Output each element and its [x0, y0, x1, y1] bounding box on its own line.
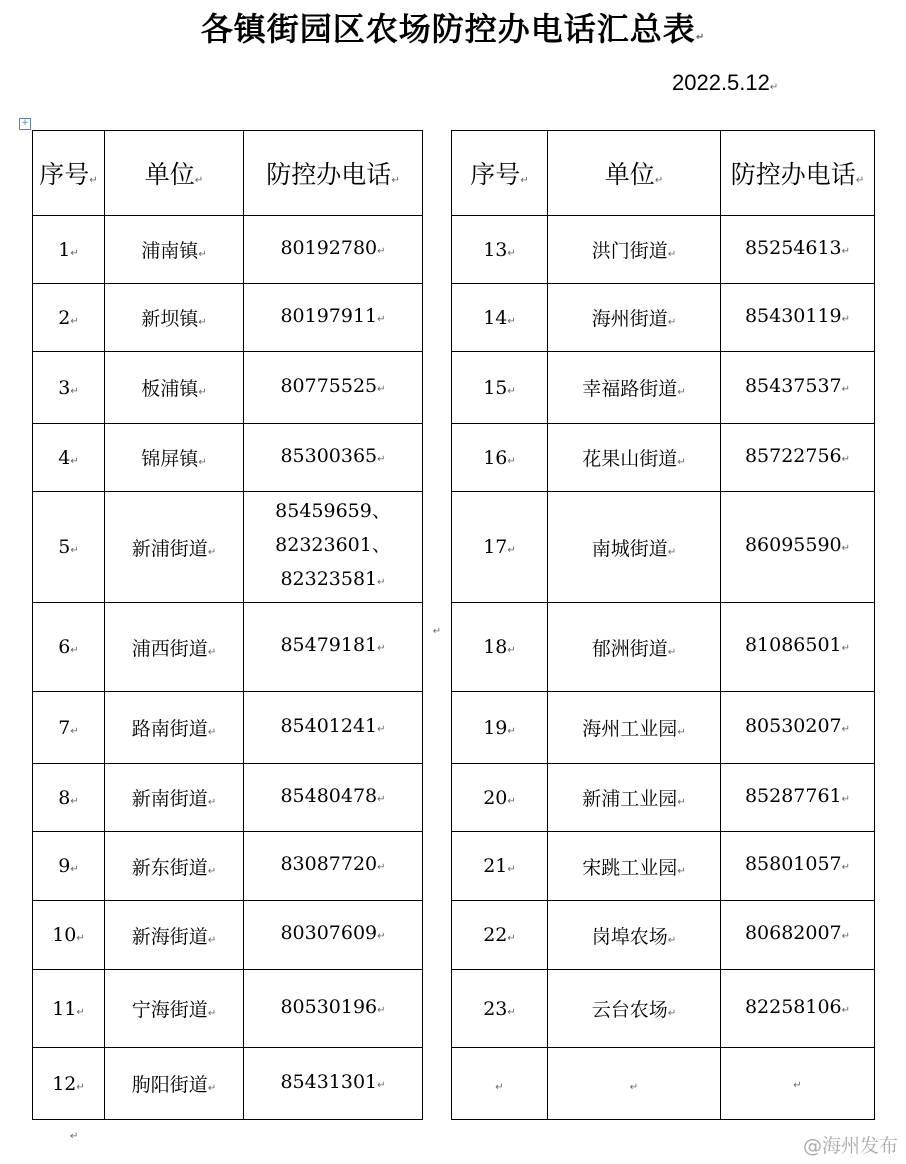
header-row: [33, 131, 875, 216]
phone-number: [721, 492, 875, 603]
phone-number: [721, 424, 875, 492]
unit-name: 板浦镇↵: [105, 352, 244, 424]
table-row: [33, 284, 875, 352]
phone-line: ↵: [793, 1079, 802, 1091]
phone-line: 85431301↵: [280, 1070, 386, 1093]
unit-name: 岗埠农场↵: [548, 901, 721, 970]
table-row: [33, 901, 875, 970]
phone-line: 82323581↵: [280, 568, 386, 590]
row-index: 18↵: [452, 603, 548, 692]
paragraph-mark: ↵: [70, 1131, 79, 1142]
phone-line: 85401241↵: [280, 714, 386, 737]
phone-line: 85287761↵: [744, 784, 851, 807]
unit-name: 朐阳街道↵: [105, 1048, 244, 1120]
phone-number: [721, 764, 875, 832]
header-index: 序号↵: [452, 131, 548, 216]
phone-number: [721, 216, 875, 284]
row-index: 16↵: [452, 424, 548, 492]
phone-number: [721, 1048, 875, 1120]
phone-number: [721, 603, 875, 692]
phone-line: 85430119↵: [744, 304, 851, 327]
unit-name: 新浦工业园↵: [548, 764, 721, 832]
phone-line: 85254613↵: [744, 236, 851, 259]
unit-name: 锦屏镇↵: [105, 424, 244, 492]
row-index: 5↵: [33, 492, 105, 603]
table-row: [33, 1048, 875, 1120]
table-row: [33, 492, 875, 603]
row-index: 23↵: [452, 970, 548, 1048]
phone-number: [244, 284, 423, 352]
phone-number: [244, 424, 423, 492]
row-index: 22↵: [452, 901, 548, 970]
unit-name: 路南街道↵: [105, 692, 244, 764]
phone-line: 85459659、: [275, 500, 391, 522]
phone-line: 80682007↵: [744, 922, 851, 944]
header-phone: 防控办电话↵: [244, 131, 423, 216]
unit-name: 郁洲街道↵: [548, 603, 721, 692]
table-row: [33, 424, 875, 492]
unit-name: 新坝镇↵: [105, 284, 244, 352]
row-index: 15↵: [452, 352, 548, 424]
phone-number: [244, 692, 423, 764]
row-index: 2↵: [33, 284, 105, 352]
phone-line: 80307609↵: [280, 922, 386, 944]
phone-number: [244, 832, 423, 901]
phone-number: [244, 1048, 423, 1120]
row-index: 1↵: [33, 216, 105, 284]
watermark: @海州发布: [802, 1135, 898, 1157]
table-row: [33, 352, 875, 424]
unit-name: 宁海街道↵: [105, 970, 244, 1048]
row-index: 14↵: [452, 284, 548, 352]
unit-name: 浦西街道↵: [105, 603, 244, 692]
row-index: 20↵: [452, 764, 548, 832]
phone-line: 85300365↵: [280, 444, 386, 467]
table-row: [33, 970, 875, 1048]
phone-line: 80530196↵: [280, 995, 386, 1018]
row-index: 11↵: [33, 970, 105, 1048]
phone-number: [721, 832, 875, 901]
unit-name: 南城街道↵: [548, 492, 721, 603]
unit-name: 浦南镇↵: [105, 216, 244, 284]
phone-line: 80192780↵: [280, 236, 386, 259]
row-index: 7↵: [33, 692, 105, 764]
row-index: 8↵: [33, 764, 105, 832]
phone-number: [244, 764, 423, 832]
header-unit: 单位↵: [548, 131, 721, 216]
phone-number: [721, 692, 875, 764]
table-row: [33, 832, 875, 901]
phone-line: 80197911↵: [280, 304, 386, 327]
phone-number: [721, 352, 875, 424]
phone-line: 80775525↵: [280, 374, 386, 397]
phone-line: 85479181↵: [280, 634, 386, 656]
header-phone: 防控办电话↵: [721, 131, 875, 216]
row-index: 21↵: [452, 832, 548, 901]
row-index: 9↵: [33, 832, 105, 901]
unit-name: ↵: [548, 1048, 721, 1120]
phone-number: [721, 901, 875, 970]
phone-number: [244, 970, 423, 1048]
header-unit: 单位↵: [105, 131, 244, 216]
row-index: 10↵: [33, 901, 105, 970]
page-title: 各镇街园区农场防控办电话汇总表↵: [200, 10, 706, 48]
table-row: [33, 692, 875, 764]
phone-number: [244, 352, 423, 424]
unit-name: 新东街道↵: [105, 832, 244, 901]
phone-table: [32, 130, 875, 1120]
phone-line: 85480478↵: [280, 784, 386, 807]
phone-number: [721, 970, 875, 1048]
row-index: 17↵: [452, 492, 548, 603]
unit-name: 幸福路街道↵: [548, 352, 721, 424]
row-index: 12↵: [33, 1048, 105, 1120]
unit-name: 海州街道↵: [548, 284, 721, 352]
row-index: 19↵: [452, 692, 548, 764]
table-row: [33, 764, 875, 832]
document-date: 2022.5.12↵: [672, 70, 779, 95]
phone-number: [244, 901, 423, 970]
unit-name: 宋跳工业园↵: [548, 832, 721, 901]
row-index: 13↵: [452, 216, 548, 284]
unit-name: 花果山街道↵: [548, 424, 721, 492]
table-row: [33, 603, 875, 692]
unit-name: 新南街道↵: [105, 764, 244, 832]
phone-line: 86095590↵: [744, 534, 851, 556]
unit-name: 新浦街道↵: [105, 492, 244, 603]
phone-line: 85722756↵: [744, 444, 851, 467]
column-gap: ↵: [423, 131, 452, 1120]
move-anchor-icon[interactable]: +: [19, 118, 31, 130]
phone-number: [244, 216, 423, 284]
row-index: 6↵: [33, 603, 105, 692]
phone-number: [244, 603, 423, 692]
table-row: [33, 216, 875, 284]
phone-line: 81086501↵: [744, 634, 851, 656]
phone-line: 82323601、: [275, 534, 391, 556]
unit-name: 新海街道↵: [105, 901, 244, 970]
unit-name: 洪门街道↵: [548, 216, 721, 284]
phone-line: 85801057↵: [744, 853, 851, 875]
row-index: 4↵: [33, 424, 105, 492]
row-index: ↵: [452, 1048, 548, 1120]
phone-number: [721, 284, 875, 352]
phone-line: 80530207↵: [744, 714, 851, 737]
header-index: 序号↵: [33, 131, 105, 216]
unit-name: 云台农场↵: [548, 970, 721, 1048]
unit-name: 海州工业园↵: [548, 692, 721, 764]
phone-line: 85437537↵: [744, 374, 851, 397]
phone-line: 83087720↵: [280, 853, 386, 875]
row-index: 3↵: [33, 352, 105, 424]
phone-number: [244, 492, 423, 603]
phone-line: 82258106↵: [744, 995, 851, 1018]
